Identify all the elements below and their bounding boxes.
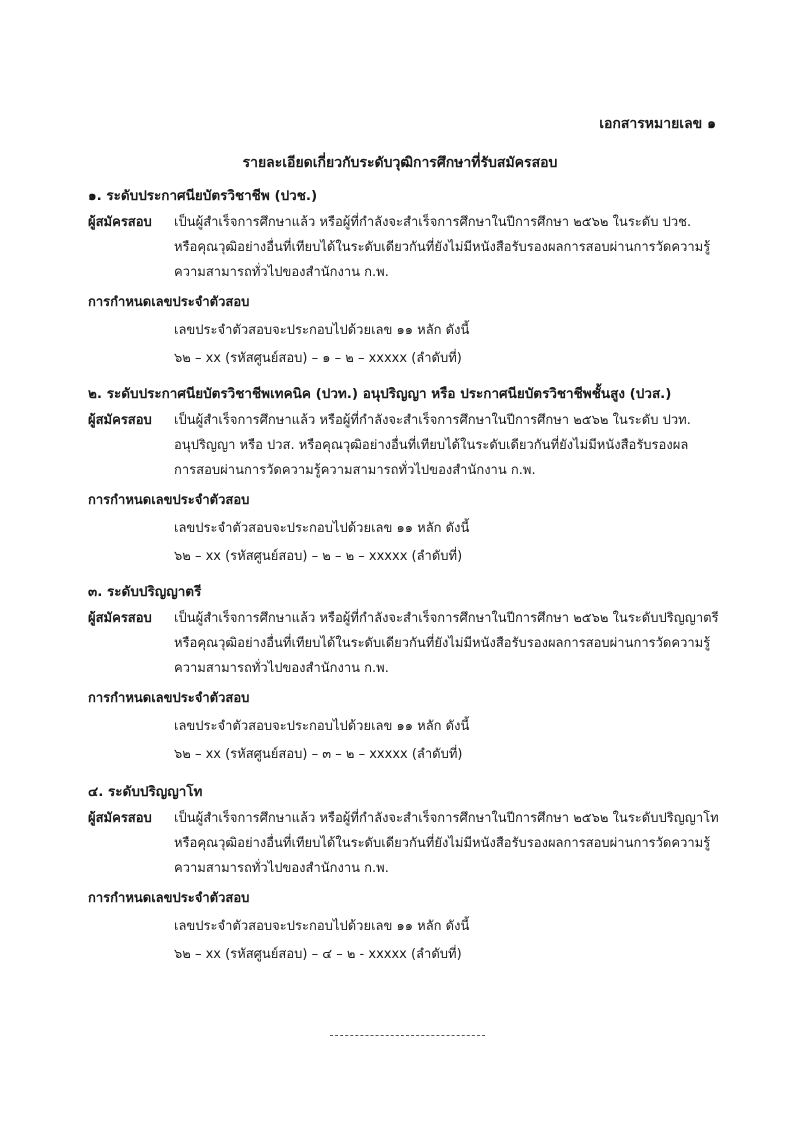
applicant-line: ความสามารถทั่วไปของสำนักงาน ก.พ. xyxy=(174,265,389,280)
exam-id-heading: การกำหนดเลขประจำตัวสอบ xyxy=(88,691,250,706)
exam-id-description: เลขประจำตัวสอบจะประกอบไปด้วยเลข ๑๑ หลัก ดังนี้ xyxy=(174,323,470,338)
applicant-line: เป็นผู้สำเร็จการศึกษาแล้ว หรือผู้ที่กำลังจะสำเร็จการศึกษาในปีการศึกษา ๒๕๖๒ ในระดับ ปวช. xyxy=(174,215,692,230)
applicant-description xyxy=(174,606,728,681)
applicant-row xyxy=(88,606,728,681)
exam-id-format: ๖๒ – xx (รหัสศูนย์สอบ) – ๑ – ๒ – xxxxx (ลำดับที่) xyxy=(174,351,462,366)
applicant-row xyxy=(88,408,728,483)
document-title: รายละเอียดเกี่ยวกับระดับวุฒิการศึกษาที่รับสมัครสอบ xyxy=(242,155,558,171)
applicant-description xyxy=(174,408,728,483)
section-heading: ๔. ระดับปริญญาโท xyxy=(88,784,203,800)
applicant-description xyxy=(174,806,728,881)
applicant-line: อนุปริญญา หรือ ปวส. หรือคุณวุฒิอย่างอื่นที่เทียบได้ในระดับเดียวกันที่ยังไม่มีหนังสือรับรองผล xyxy=(174,438,689,453)
applicant-row xyxy=(88,210,728,285)
applicant-line: หรือคุณวุฒิอย่างอื่นที่เทียบได้ในระดับเดียวกันที่ยังไม่มีหนังสือรับรองผลการสอบผ่านการวัดความรู้ xyxy=(174,240,711,255)
section-vocational-certificate xyxy=(88,182,728,373)
exam-id-block xyxy=(88,913,728,969)
exam-id-block xyxy=(88,713,728,769)
exam-id-description: เลขประจำตัวสอบจะประกอบไปด้วยเลข ๑๑ หลัก ดังนี้ xyxy=(174,719,470,734)
applicant-line: เป็นผู้สำเร็จการศึกษาแล้ว หรือผู้ที่กำลังจะสำเร็จการศึกษาในปีการศึกษา ๒๕๖๒ ในระดับ ปวท. xyxy=(174,413,691,428)
section-bachelor-degree xyxy=(88,578,728,769)
section-master-degree xyxy=(88,778,728,969)
exam-id-description: เลขประจำตัวสอบจะประกอบไปด้วยเลข ๑๑ หลัก ดังนี้ xyxy=(174,521,470,536)
applicant-line: หรือคุณวุฒิอย่างอื่นที่เทียบได้ในระดับเดียวกันที่ยังไม่มีหนังสือรับรองผลการสอบผ่านการวัดความรู้ xyxy=(174,636,711,651)
exam-id-heading: การกำหนดเลขประจำตัวสอบ xyxy=(88,891,250,906)
applicant-line: ความสามารถทั่วไปของสำนักงาน ก.พ. xyxy=(174,861,389,876)
applicant-row xyxy=(88,806,728,881)
applicant-line: เป็นผู้สำเร็จการศึกษาแล้ว หรือผู้ที่กำลังจะสำเร็จการศึกษาในปีการศึกษา ๒๕๖๒ ในระดับปริญญาโท xyxy=(174,811,719,826)
applicant-line: เป็นผู้สำเร็จการศึกษาแล้ว หรือผู้ที่กำลังจะสำเร็จการศึกษาในปีการศึกษา ๒๕๖๒ ในระดับปริญญาตรี xyxy=(174,611,719,626)
applicant-line: ความสามารถทั่วไปของสำนักงาน ก.พ. xyxy=(174,661,389,676)
exam-id-block xyxy=(88,515,728,571)
section-heading: ๑. ระดับประกาศนียบัตรวิชาชีพ (ปวช.) xyxy=(88,188,318,204)
section-heading: ๓. ระดับปริญญาตรี xyxy=(88,584,202,600)
exam-id-description: เลขประจำตัวสอบจะประกอบไปด้วยเลข ๑๑ หลัก ดังนี้ xyxy=(174,919,470,934)
exam-id-format: ๖๒ – xx (รหัสศูนย์สอบ) – ๒ – ๒ – xxxxx (ลำดับที่) xyxy=(174,549,463,564)
applicant-line: หรือคุณวุฒิอย่างอื่นที่เทียบได้ในระดับเดียวกันที่ยังไม่มีหนังสือรับรองผลการสอบผ่านการวัดความรู้ xyxy=(174,836,711,851)
exam-id-heading: การกำหนดเลขประจำตัวสอบ xyxy=(88,295,250,310)
section-heading: ๒. ระดับประกาศนียบัตรวิชาชีพเทคนิค (ปวท.) อนุปริญญา หรือ ประกาศนียบัตรวิชาชีพชั้นสูง (ปวส.) xyxy=(88,386,672,402)
document-number: เอกสารหมายเลข ๑ xyxy=(599,116,716,132)
applicant-description xyxy=(174,210,728,285)
applicant-label: ผู้สมัครสอบ xyxy=(88,811,152,826)
exam-id-block xyxy=(88,317,728,373)
applicant-line: การสอบผ่านการวัดความรู้ความสามารถทั่วไปของสำนักงาน ก.พ. xyxy=(174,463,536,478)
exam-id-format: ๖๒ – xx (รหัสศูนย์สอบ) – ๓ – ๒ – xxxxx (ลำดับที่) xyxy=(174,747,463,762)
applicant-label: ผู้สมัครสอบ xyxy=(88,611,152,626)
exam-id-heading: การกำหนดเลขประจำตัวสอบ xyxy=(88,493,250,508)
exam-id-format: ๖๒ – xx (รหัสศูนย์สอบ) – ๔ – ๒ - xxxxx (ลำดับที่) xyxy=(174,947,462,962)
applicant-label: ผู้สมัครสอบ xyxy=(88,413,152,428)
applicant-label: ผู้สมัครสอบ xyxy=(88,215,152,230)
section-higher-vocational-certificate xyxy=(88,380,728,571)
end-of-document-divider xyxy=(330,1035,485,1036)
